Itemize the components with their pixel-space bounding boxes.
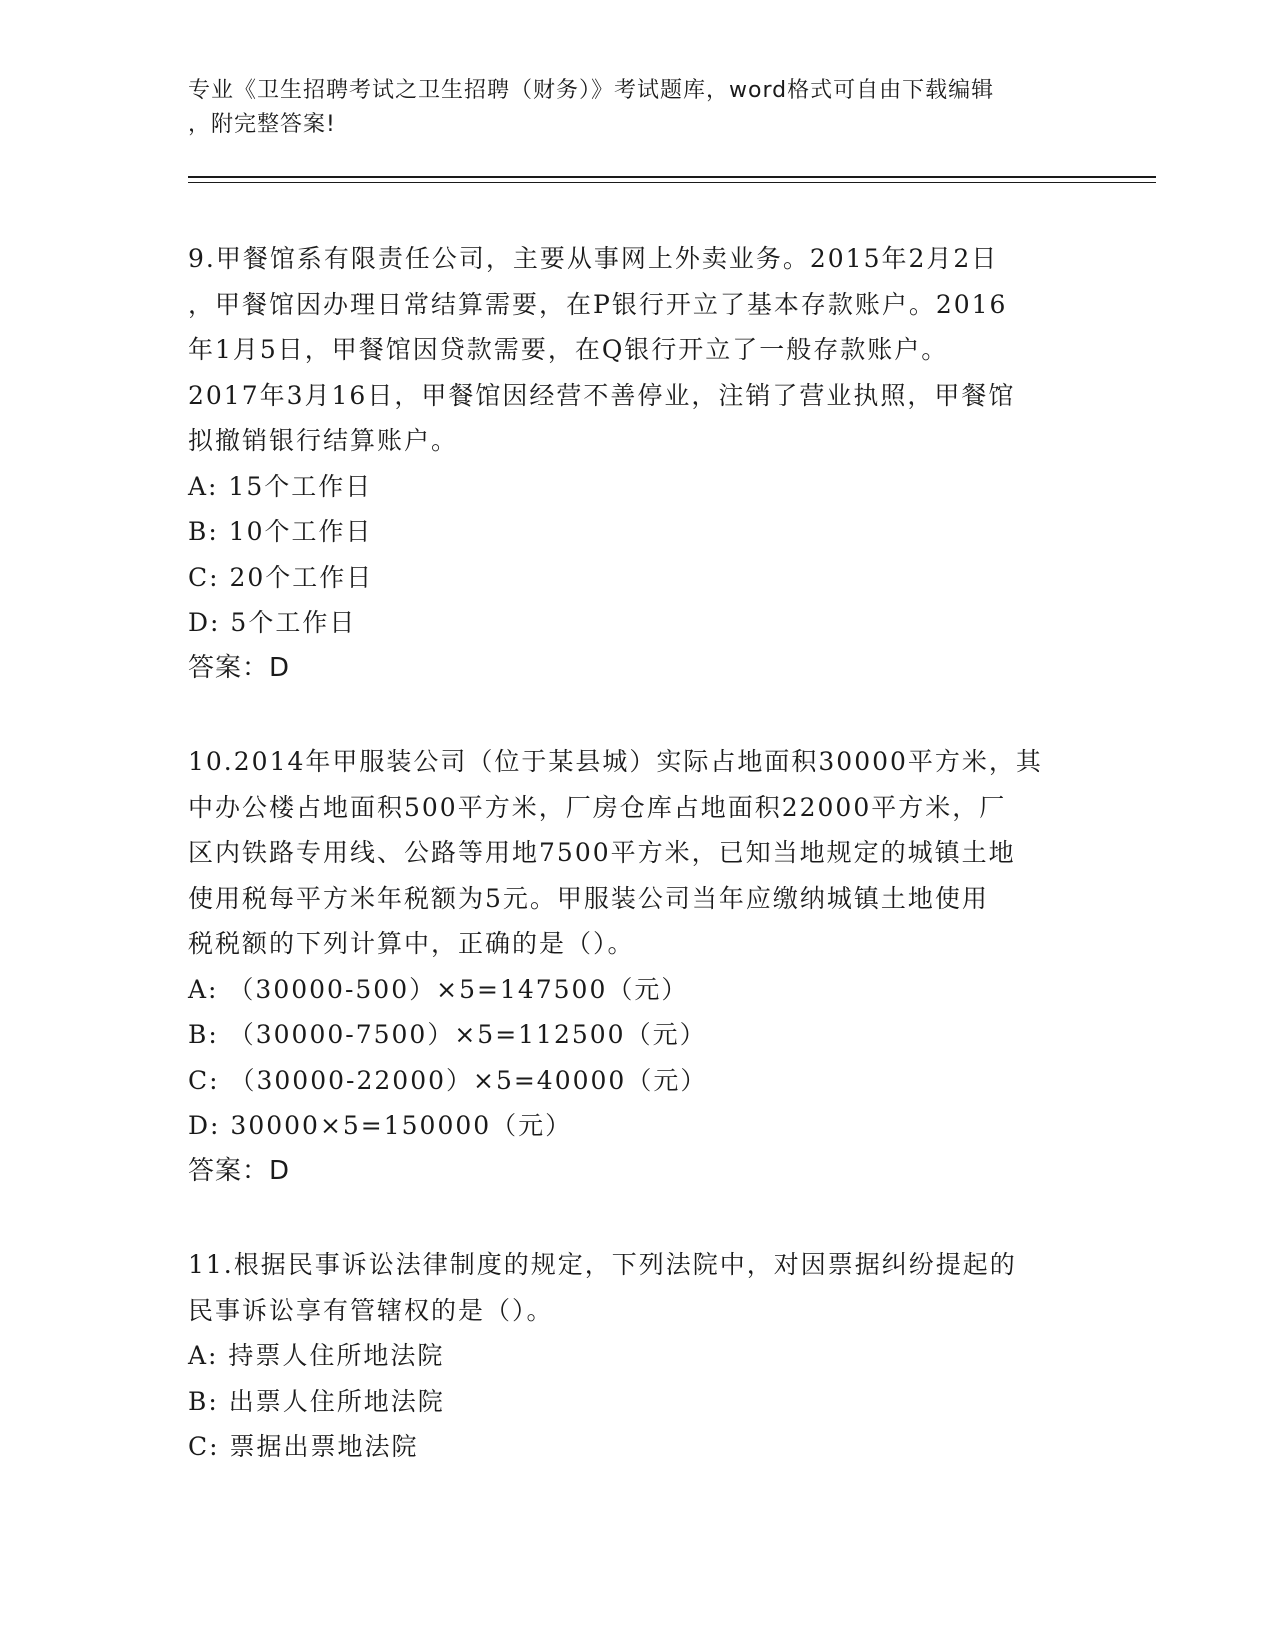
header-line: ，附完整答案! xyxy=(188,112,336,137)
header-divider-thin xyxy=(188,182,1156,183)
question-item xyxy=(188,236,1088,691)
option-c: C: （30000-22000）×5=40000（元） xyxy=(188,1065,708,1095)
question-stem-line: 民事诉讼享有管辖权的是（）。 xyxy=(188,1295,554,1325)
question-item xyxy=(188,1242,1088,1470)
question-stem-line: 拟撤销银行结算账户。 xyxy=(188,426,459,455)
question-stem-line: ，甲餐馆因办理日常结算需要，在P银行开立了基本存款账户。2016 xyxy=(188,289,1008,319)
option-d: D: 30000×5=150000（元） xyxy=(188,1111,573,1140)
option-a: A: 持票人住所地法院 xyxy=(188,1341,445,1370)
question-list xyxy=(188,236,1088,1518)
question-stem-line: 区内铁路专用线、公路等用地7500平方米，已知当地规定的城镇土地 xyxy=(188,838,1016,867)
question-stem-line: 中办公楼占地面积500平方米，厂房仓库占地面积22000平方米，厂 xyxy=(188,792,1007,822)
document-header xyxy=(188,74,1088,142)
question-stem-line: 2017年3月16日，甲餐馆因经营不善停业，注销了营业执照，甲餐馆 xyxy=(188,380,1016,410)
question-stem-line: 使用税每平方米年税额为5元。甲服装公司当年应缴纳城镇土地使用 xyxy=(188,883,989,913)
header-divider xyxy=(188,176,1156,178)
option-b: B: （30000-7500）×5=112500（元） xyxy=(188,1020,707,1049)
option-a: A: （30000-500）×5=147500（元） xyxy=(188,974,689,1004)
question-stem-line: 税税额的下列计算中，正确的是（）。 xyxy=(188,929,635,958)
question-stem-line: 年1月5日，甲餐馆因贷款需要，在Q银行开立了一般存款账户。 xyxy=(188,335,949,364)
option-d: D: 5个工作日 xyxy=(188,608,357,637)
header-line: 专业《卫生招聘考试之卫生招聘（财务）》考试题库，word格式可自由下载编辑 xyxy=(188,78,995,103)
answer-line: 答案：D xyxy=(188,1155,291,1186)
option-b: B: 出票人住所地法院 xyxy=(188,1386,445,1416)
question-stem-line: 9.甲餐馆系有限责任公司，主要从事网上外卖业务。2015年2月2日 xyxy=(188,244,999,273)
option-c: C: 20个工作日 xyxy=(188,562,374,592)
option-a: A: 15个工作日 xyxy=(188,471,373,501)
question-stem-line: 10.2014年甲服装公司（位于某县城）实际占地面积30000平方米，其 xyxy=(188,747,1043,776)
question-stem-line: 11.根据民事诉讼法律制度的规定，下列法院中，对因票据纠纷提起的 xyxy=(188,1250,1017,1279)
question-item xyxy=(188,739,1088,1194)
answer-line: 答案：D xyxy=(188,652,291,683)
option-b: B: 10个工作日 xyxy=(188,517,373,546)
option-c: C: 票据出票地法院 xyxy=(188,1432,419,1461)
